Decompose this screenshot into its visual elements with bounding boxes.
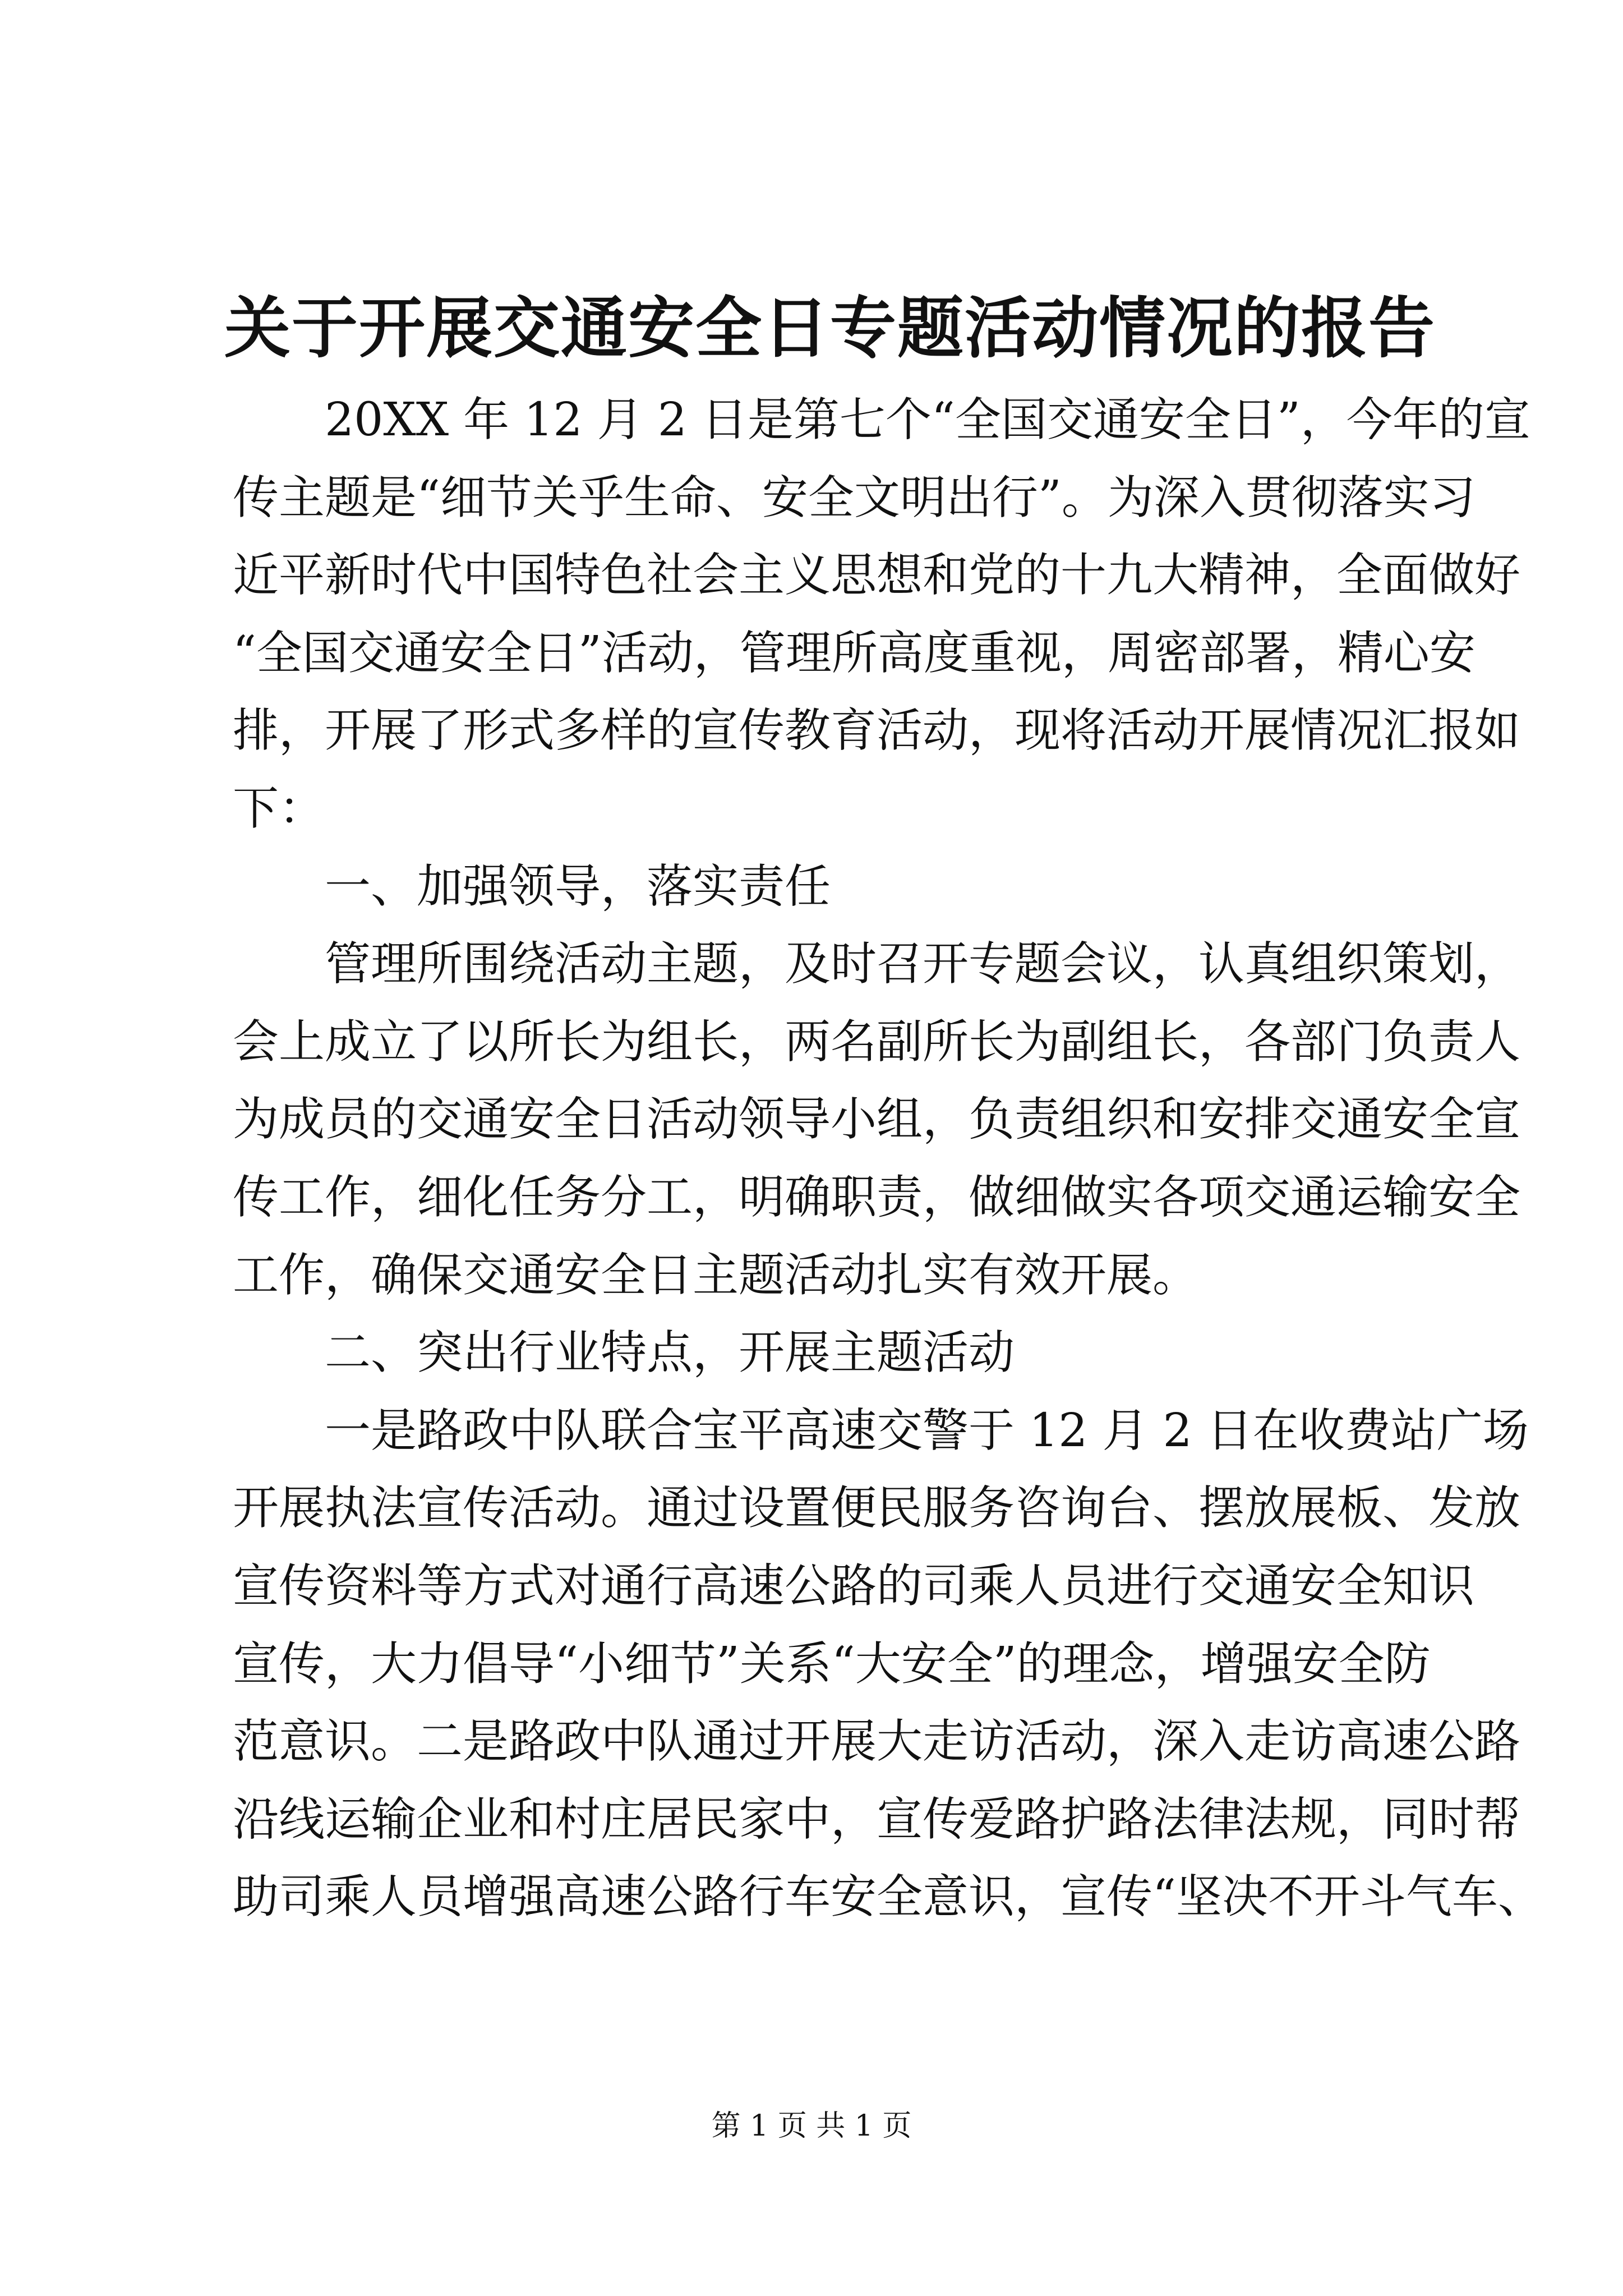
document-body: [233, 381, 1544, 1936]
paragraph-3-line-7: 助司乘人员增强高速公路行车安全意识，宣传“坚决不开斗气车、: [233, 1870, 1544, 1924]
paragraph-3-line-6: 沿线运输企业和村庄居民家中，宣传爱路护路法律法规，同时帮: [233, 1792, 1521, 1846]
paragraph-1-line-6: 下：: [233, 781, 325, 835]
paragraph-1-line-5: 排，开展了形式多样的宣传教育活动，现将活动开展情况汇报如: [233, 704, 1521, 758]
paragraph-1-line-3: 近平新时代中国特色社会主义思想和党的十九大精神，全面做好: [233, 549, 1521, 602]
paragraph-3-line-2: 开展执法宣传活动。通过设置便民服务咨询台、摆放展板、发放: [233, 1481, 1521, 1535]
paragraph-3-line-3: 宣传资料等方式对通行高速公路的司乘人员进行交通安全知识: [233, 1559, 1475, 1613]
section-heading-2: 二、突出行业特点，开展主题活动: [325, 1326, 1015, 1380]
section-heading-1: 一、加强领导，落实责任: [325, 859, 831, 913]
paragraph-3-line-5: 范意识。二是路政中队通过开展大走访活动，深入走访高速公路: [233, 1715, 1521, 1769]
paragraph-3-line-1: 一是路政中队联合宝平高速交警于 12 月 2 日在收费站广场: [325, 1404, 1529, 1457]
paragraph-2-line-2: 会上成立了以所长为组长，两名副所长为副组长，各部门负责人: [233, 1015, 1521, 1069]
document-title: 关于开展交通安全日专题活动情况的报告: [224, 289, 1436, 367]
paragraph-1-line-2: 传主题是“细节关乎生命、安全文明出行”。为深入贯彻落实习: [233, 471, 1476, 524]
paragraph-2-line-1: 管理所围绕活动主题，及时召开专题会议，认真组织策划，: [325, 937, 1521, 991]
page-footer: 第 1 页 共 1 页: [711, 2109, 912, 2143]
paragraph-2-line-3: 为成员的交通安全日活动领导小组，负责组织和安排交通安全宣: [233, 1093, 1521, 1147]
paragraph-2-line-4: 传工作，细化任务分工，明确职责，做细做实各项交通运输安全: [233, 1170, 1521, 1224]
paragraph-1-line-1: 20XX 年 12 月 2 日是第七个“全国交通安全日”，今年的宣: [325, 393, 1530, 447]
paragraph-1-line-4: “全国交通安全日”活动，管理所高度重视，周密部署，精心安: [233, 626, 1476, 680]
paragraph-3-line-4: 宣传，大力倡导“小细节”关系“大安全”的理念，增强安全防: [233, 1637, 1431, 1691]
paragraph-2-line-5: 工作，确保交通安全日主题活动扎实有效开展。: [233, 1248, 1199, 1302]
